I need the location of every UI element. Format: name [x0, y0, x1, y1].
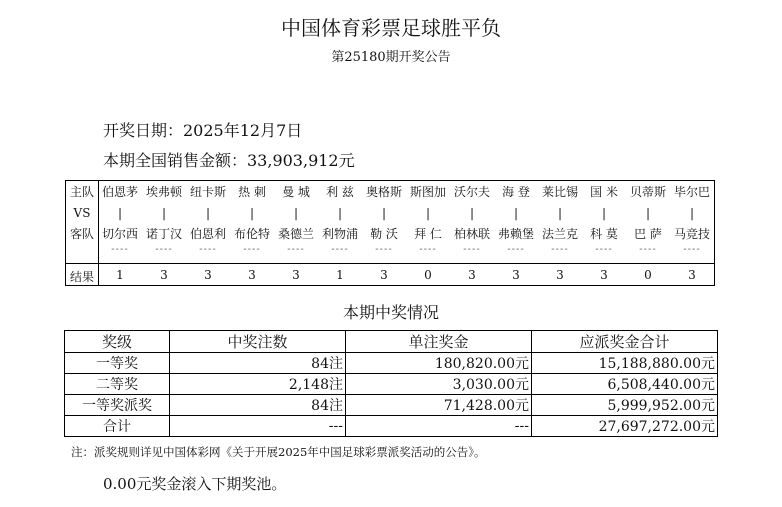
away-team: 柏林联	[453, 227, 490, 241]
row-label-home: 主队	[69, 185, 94, 199]
home-team: 斯图加	[409, 185, 446, 199]
home-team: 奥格斯	[365, 185, 402, 199]
match-result: 3	[556, 268, 564, 282]
row-label-vs: VS	[73, 206, 91, 220]
away-team: 巴 萨	[634, 227, 662, 241]
away-team: 伯恩利	[189, 227, 226, 241]
match-result: 3	[292, 268, 300, 282]
home-team: 贝蒂斯	[629, 185, 666, 199]
vs-mark: |	[117, 206, 123, 220]
prize-single: ---	[346, 416, 532, 437]
away-team: 马竞技	[673, 227, 710, 241]
prize-table	[64, 330, 718, 437]
prize-total: 15,188,880.00元	[532, 353, 718, 374]
separator-dash: ----	[287, 244, 305, 255]
page-subtitle: 第25180期开奖公告	[331, 50, 451, 65]
footnote: 注：派奖规则详见中国体彩网《关于开展2025年中国足球彩票派奖活动的公告》。	[71, 445, 486, 459]
prize-header-row	[65, 331, 718, 353]
away-team: 弗赖堡	[497, 227, 534, 241]
prize-row	[65, 416, 718, 437]
away-team: 切尔西	[101, 227, 138, 241]
prize-header-count: 中奖注数	[170, 331, 346, 353]
prize-count: 84注	[170, 353, 346, 374]
prize-single: 180,820.00元	[346, 353, 532, 374]
prize-level: 一等奖派奖	[65, 395, 170, 416]
vs-mark: |	[293, 206, 299, 220]
match-result: 3	[468, 268, 476, 282]
prize-single: 3,030.00元	[346, 374, 532, 395]
separator-dash: ----	[507, 244, 525, 255]
home-team: 沃尔夫	[453, 185, 490, 199]
prize-level: 一等奖	[65, 353, 170, 374]
prize-total: 27,697,272.00元	[532, 416, 718, 437]
vs-mark: |	[205, 206, 211, 220]
home-team: 利 兹	[326, 185, 354, 199]
away-team: 法兰克	[541, 227, 578, 241]
prize-count: ---	[170, 416, 346, 437]
vs-mark: |	[645, 206, 651, 220]
pool-rollover: 0.00元奖金滚入下期奖池。	[103, 475, 287, 493]
match-result: 1	[336, 268, 344, 282]
away-team: 桑德兰	[277, 227, 314, 241]
separator-dash: ----	[331, 244, 349, 255]
prize-header-level: 奖级	[65, 331, 170, 353]
home-team: 莱比锡	[541, 185, 578, 199]
match-result: 3	[600, 268, 608, 282]
separator-dash: ----	[551, 244, 569, 255]
home-team: 毕尔巴	[673, 185, 710, 199]
away-team: 利物浦	[321, 227, 358, 241]
match-result: 3	[688, 268, 696, 282]
match-result: 3	[160, 268, 168, 282]
home-team: 热 刺	[238, 185, 266, 199]
prize-header-single: 单注奖金	[346, 331, 532, 353]
vs-mark: |	[557, 206, 563, 220]
sales-amount: 本期全国销售金额：33,903,912元	[103, 151, 355, 170]
prize-level: 二等奖	[65, 374, 170, 395]
separator-dash: ----	[375, 244, 393, 255]
page-title: 中国体育彩票足球胜平负	[281, 16, 501, 40]
vs-mark: |	[425, 206, 431, 220]
prize-count: 2,148注	[170, 374, 346, 395]
away-team: 勒 沃	[370, 227, 398, 241]
match-result: 3	[380, 268, 388, 282]
match-result: 0	[644, 268, 652, 282]
away-team: 布伦特	[233, 227, 270, 241]
vs-mark: |	[513, 206, 519, 220]
result-divider	[66, 263, 714, 264]
vs-mark: |	[161, 206, 167, 220]
separator-dash: ----	[199, 244, 217, 255]
match-result: 3	[248, 268, 256, 282]
separator-dash: ----	[595, 244, 613, 255]
home-team: 曼 城	[282, 185, 310, 199]
separator-dash: ----	[463, 244, 481, 255]
prize-level: 合计	[65, 416, 170, 437]
prize-row	[65, 395, 718, 416]
home-team: 海 登	[502, 185, 530, 199]
prize-single: 71,428.00元	[346, 395, 532, 416]
vs-mark: |	[249, 206, 255, 220]
draw-date: 开奖日期：2025年12月7日	[103, 121, 303, 140]
vs-mark: |	[469, 206, 475, 220]
separator-dash: ----	[683, 244, 701, 255]
match-result: 0	[424, 268, 432, 282]
prize-row	[65, 353, 718, 374]
away-team: 科 莫	[590, 227, 618, 241]
separator-dash: ----	[111, 244, 129, 255]
match-result: 3	[204, 268, 212, 282]
vs-mark: |	[601, 206, 607, 220]
prize-row	[65, 374, 718, 395]
row-label-result: 结果	[69, 270, 94, 284]
prize-section-title: 本期中奖情况	[342, 303, 439, 322]
vs-mark: |	[337, 206, 343, 220]
match-table	[65, 180, 715, 286]
vs-mark: |	[689, 206, 695, 220]
home-team: 埃弗顿	[145, 185, 182, 199]
away-team: 拜 仁	[414, 227, 442, 241]
home-team: 伯恩茅	[101, 185, 138, 199]
separator-dash: ----	[243, 244, 261, 255]
separator-dash: ----	[419, 244, 437, 255]
home-team: 纽卡斯	[189, 185, 226, 199]
home-team: 国 米	[590, 185, 618, 199]
away-team: 诺丁汉	[145, 227, 182, 241]
match-result: 1	[116, 268, 124, 282]
prize-header-total: 应派奖金合计	[532, 331, 718, 353]
prize-count: 84注	[170, 395, 346, 416]
separator-dash: ----	[639, 244, 657, 255]
match-result: 3	[512, 268, 520, 282]
vs-mark: |	[381, 206, 387, 220]
row-label-away: 客队	[69, 227, 94, 241]
separator-dash: ----	[155, 244, 173, 255]
prize-total: 5,999,952.00元	[532, 395, 718, 416]
prize-total: 6,508,440.00元	[532, 374, 718, 395]
